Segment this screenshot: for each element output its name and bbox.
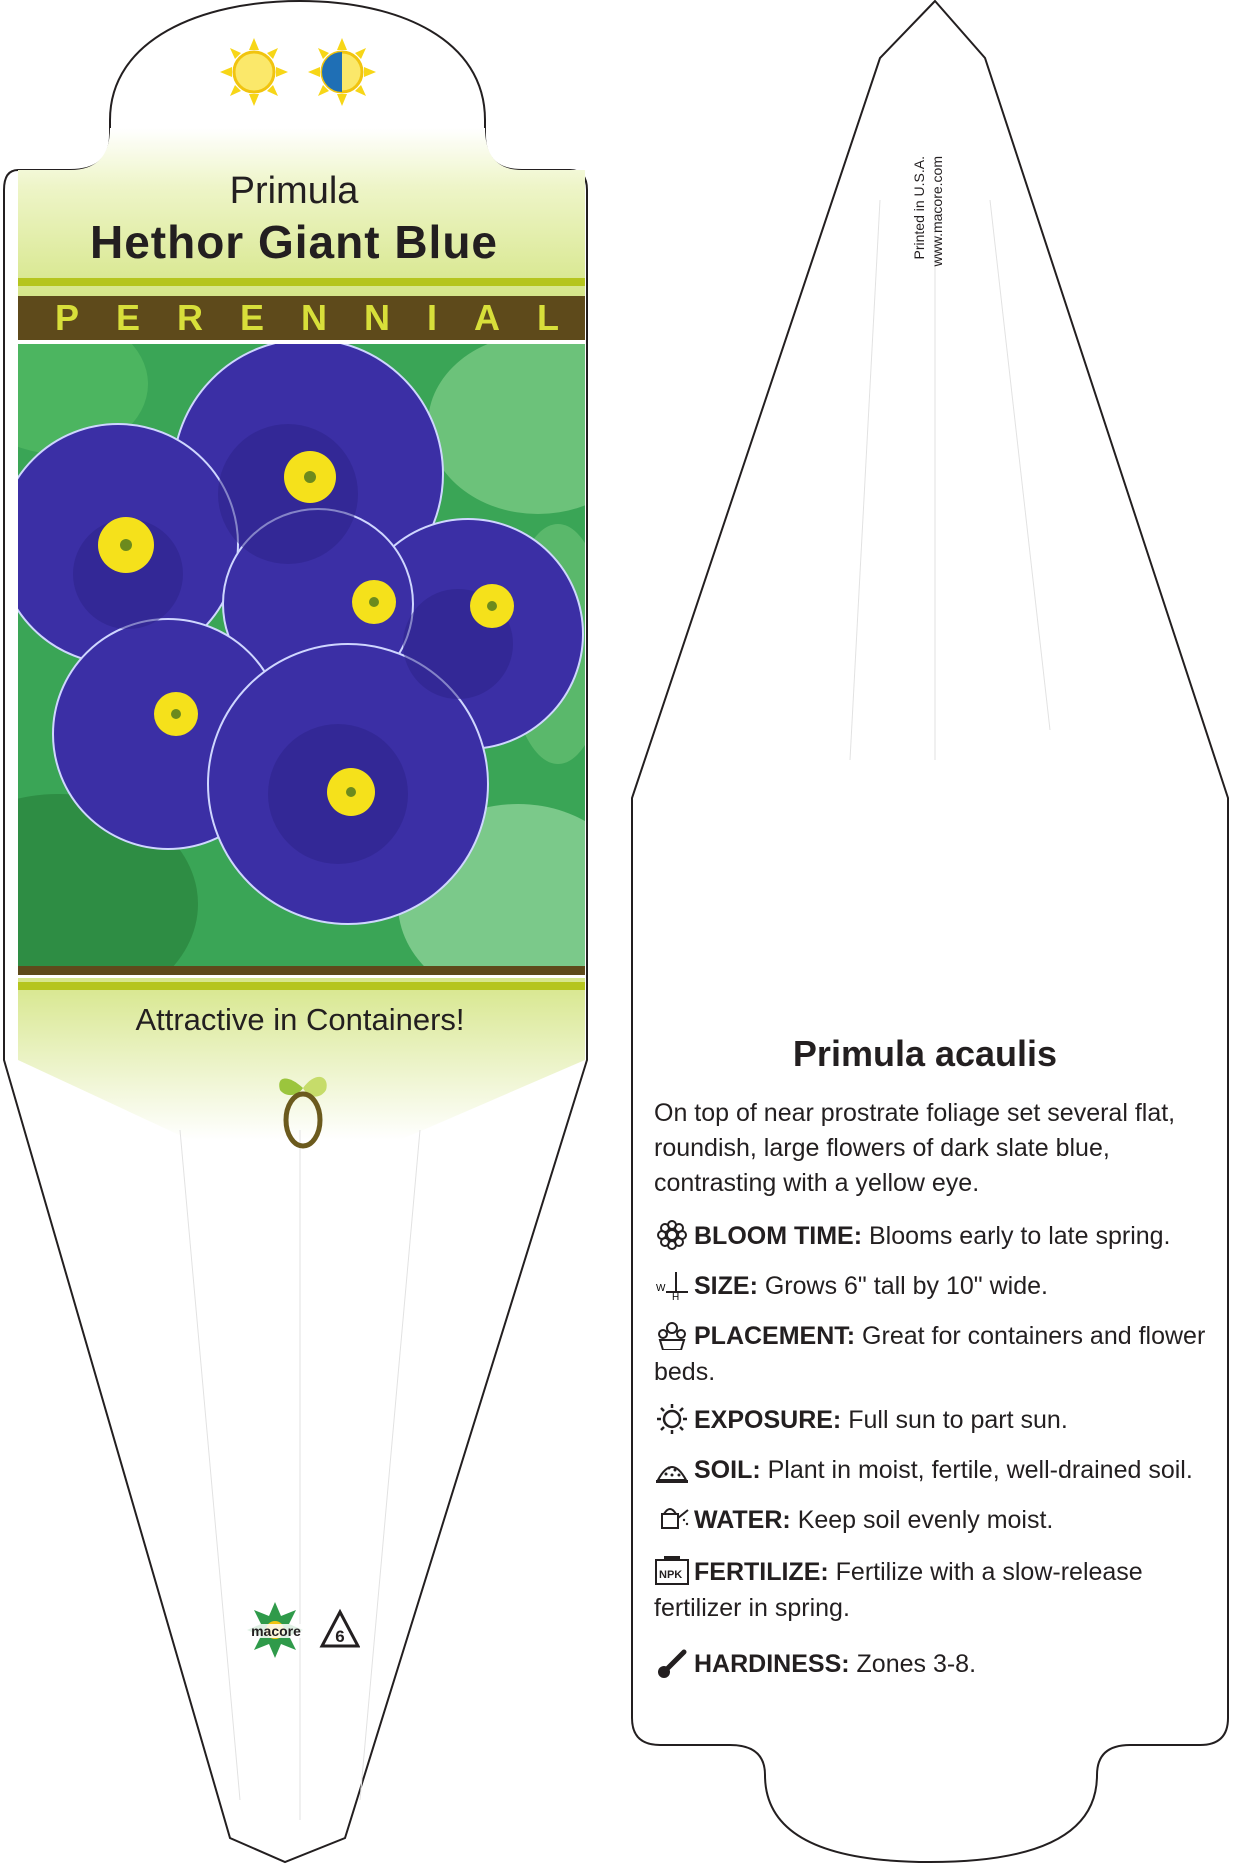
care-label: HARDINESS: (694, 1650, 850, 1678)
svg-text:NPK: NPK (659, 1569, 683, 1581)
plant-description: On top of near prostrate foliage set several flat, roundish, large flowers of dark slate blue, contrasting with a yellow eye. (654, 1099, 1176, 1197)
header-rule (18, 278, 585, 286)
care-text: Grows 6" tall by 10" wide. (757, 1272, 1048, 1300)
care-text: Great for containers and flower beds. (654, 1322, 1206, 1386)
care-label: WATER: (694, 1506, 791, 1534)
scientific-name: Primula acaulis (792, 1033, 1058, 1074)
care-label: SOIL: (694, 1456, 761, 1484)
thermometer-icon (654, 1648, 690, 1678)
care-label: SIZE: (694, 1272, 758, 1300)
svg-text:H: H (672, 1292, 680, 1300)
care-text: Keep soil evenly moist. (790, 1506, 1054, 1534)
care-text: Zones 3-8. (849, 1650, 977, 1678)
part-sun-icon (308, 38, 376, 106)
svg-text:W: W (656, 1283, 666, 1294)
cultivar-name: Hethor Giant Blue (89, 216, 499, 268)
care-soil (654, 1452, 1219, 1488)
brand-name: macore (251, 1623, 301, 1639)
category-label: PERENNIAL (55, 297, 597, 338)
care-label: PLACEMENT: (694, 1322, 856, 1350)
care-size (654, 1268, 1219, 1304)
footer-rule-dark (18, 966, 585, 975)
tagline: Attractive in Containers! (135, 1002, 465, 1037)
soil-icon (654, 1454, 690, 1484)
footer-rule-green (18, 982, 585, 990)
care-placement (654, 1318, 1219, 1390)
care-water (654, 1502, 1219, 1538)
full-sun-icon (220, 38, 288, 106)
care-label: EXPOSURE: (694, 1406, 842, 1434)
care-bloom-time (654, 1218, 1219, 1254)
care-fertilize (654, 1554, 1219, 1626)
care-text: Fertilize with a slow-release fertilizer in spring. (654, 1558, 1143, 1622)
website: www.macore.com (929, 156, 945, 267)
flower-photo (18, 344, 585, 966)
placement-icon (654, 1320, 690, 1350)
size-icon (654, 1270, 690, 1300)
recycle-code: 6 (335, 1627, 345, 1646)
print-credit (900, 96, 960, 267)
npk-icon (654, 1556, 690, 1586)
flower-icon (654, 1220, 690, 1250)
watering-can-icon (654, 1504, 690, 1534)
sun-icon (654, 1404, 690, 1434)
genus-name: Primula (229, 170, 359, 212)
care-text: Plant in moist, fertile, well-drained soil. (760, 1456, 1193, 1484)
sprout-logo-icon (268, 1070, 338, 1150)
care-label: BLOOM TIME: (694, 1222, 863, 1250)
care-hardiness (654, 1646, 1219, 1682)
care-exposure (654, 1402, 1219, 1438)
sun-exposure-icons (218, 36, 388, 110)
front-title (0, 170, 588, 269)
primula-illustration (18, 344, 585, 966)
care-label: FERTILIZE: (694, 1558, 829, 1586)
printed-in: Printed in U.S.A. (911, 156, 927, 260)
care-text: Full sun to part sun. (841, 1406, 1068, 1434)
care-text: Blooms early to late spring. (862, 1222, 1171, 1250)
